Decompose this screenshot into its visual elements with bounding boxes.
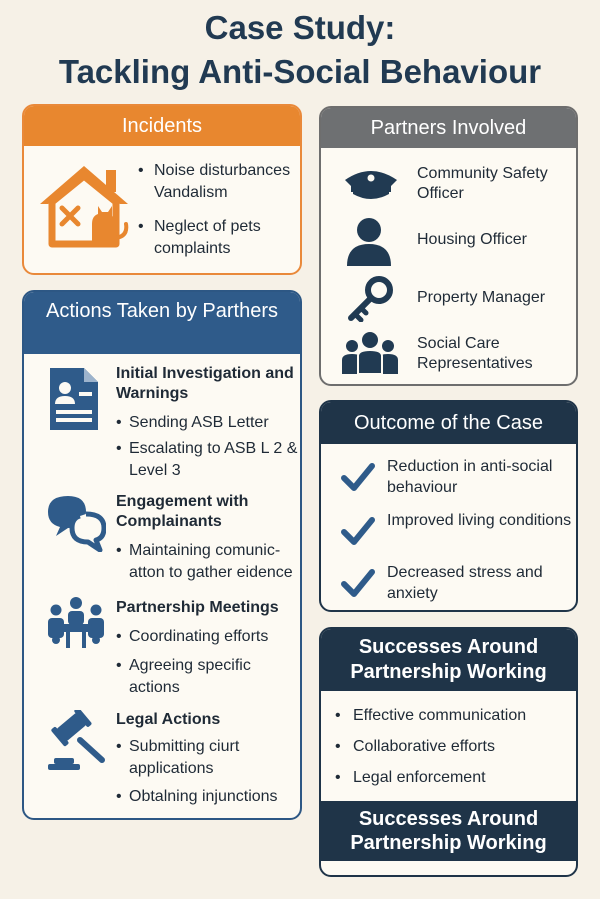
outcome-label: Decreased stress and anxiety: [387, 564, 543, 602]
successes-heading: Successes Around Partnership Working: [321, 629, 576, 691]
checkmark-icon: [341, 516, 375, 546]
list-item: • Neglect of pets complaints: [138, 218, 261, 257]
list-item: • Maintaining comunic-atton to gather eidence: [116, 542, 293, 581]
partners-card: [319, 106, 578, 386]
action-title: Engagement with Complainants: [116, 493, 249, 530]
action-title: Legal Actions: [116, 711, 221, 728]
page-title: [0, 6, 600, 94]
list-item: • Sending ASB Letter: [116, 414, 269, 431]
outcome-item: [321, 510, 576, 556]
checkmark-icon: [341, 568, 375, 598]
police-cap-icon: [341, 166, 401, 202]
meeting-icon: [46, 596, 106, 650]
action-group: [24, 492, 300, 582]
partner-item: [321, 330, 576, 378]
title-line-2: Tackling Anti-Social Behaviour: [58, 53, 542, 90]
outcome-label: Improved living conditions: [387, 512, 572, 529]
list-item: • Effective communication: [335, 707, 527, 724]
partner-label: Community Safety Officer: [417, 165, 548, 202]
partner-label: Housing Officer: [417, 231, 527, 248]
list-item: • Escalating to ASB L 2 & Level 3: [116, 440, 298, 479]
outcome-label: Reduction in anti-social behaviour: [387, 458, 553, 496]
list-item: • Legal enforcement: [335, 769, 486, 786]
partner-label: Property Manager: [417, 289, 546, 306]
actions-card: [22, 290, 302, 820]
action-group: [24, 364, 300, 484]
gavel-icon: [46, 710, 106, 774]
action-title: Partnership Meetings: [116, 599, 279, 616]
title-line-1: Case Study:: [204, 9, 396, 46]
list-item: • Noise disturbances Vandalism: [138, 162, 291, 201]
group-icon: [341, 330, 399, 376]
key-icon: [345, 276, 395, 322]
outcome-item: [321, 562, 576, 608]
list-item: • Obtalning injunctions: [116, 788, 278, 805]
house-pet-icon: [36, 158, 132, 254]
partner-item: [321, 216, 576, 264]
action-title: Initial Investigation and Warnings: [116, 365, 294, 402]
action-group: [24, 708, 300, 818]
outcome-card: [319, 400, 578, 612]
outcome-item: [321, 456, 576, 502]
list-item: • Collaborative efforts: [335, 738, 495, 755]
list-item: • Submitting ciurt applications: [116, 738, 240, 777]
speech-bubbles-icon: [46, 494, 106, 552]
person-icon: [345, 216, 393, 266]
document-icon: [48, 366, 100, 432]
partner-label: Social Care Representatives: [417, 335, 533, 372]
partner-item: [321, 276, 576, 322]
successes-footer-banner: Successes Around Partnership Working: [321, 801, 576, 861]
checkmark-icon: [341, 462, 375, 492]
actions-heading: Actions Taken by Parthers: [24, 292, 300, 354]
action-group: [24, 596, 300, 696]
partner-item: [321, 160, 576, 206]
incidents-card: [22, 104, 302, 275]
list-item: • Coordinating efforts: [116, 628, 269, 645]
outcome-heading: Outcome of the Case: [321, 402, 576, 444]
list-item: • Agreeing specific actions: [116, 657, 251, 696]
partners-heading: Partners Involved: [321, 108, 576, 148]
incidents-heading: Incidents: [24, 106, 300, 146]
successes-card: [319, 627, 578, 877]
